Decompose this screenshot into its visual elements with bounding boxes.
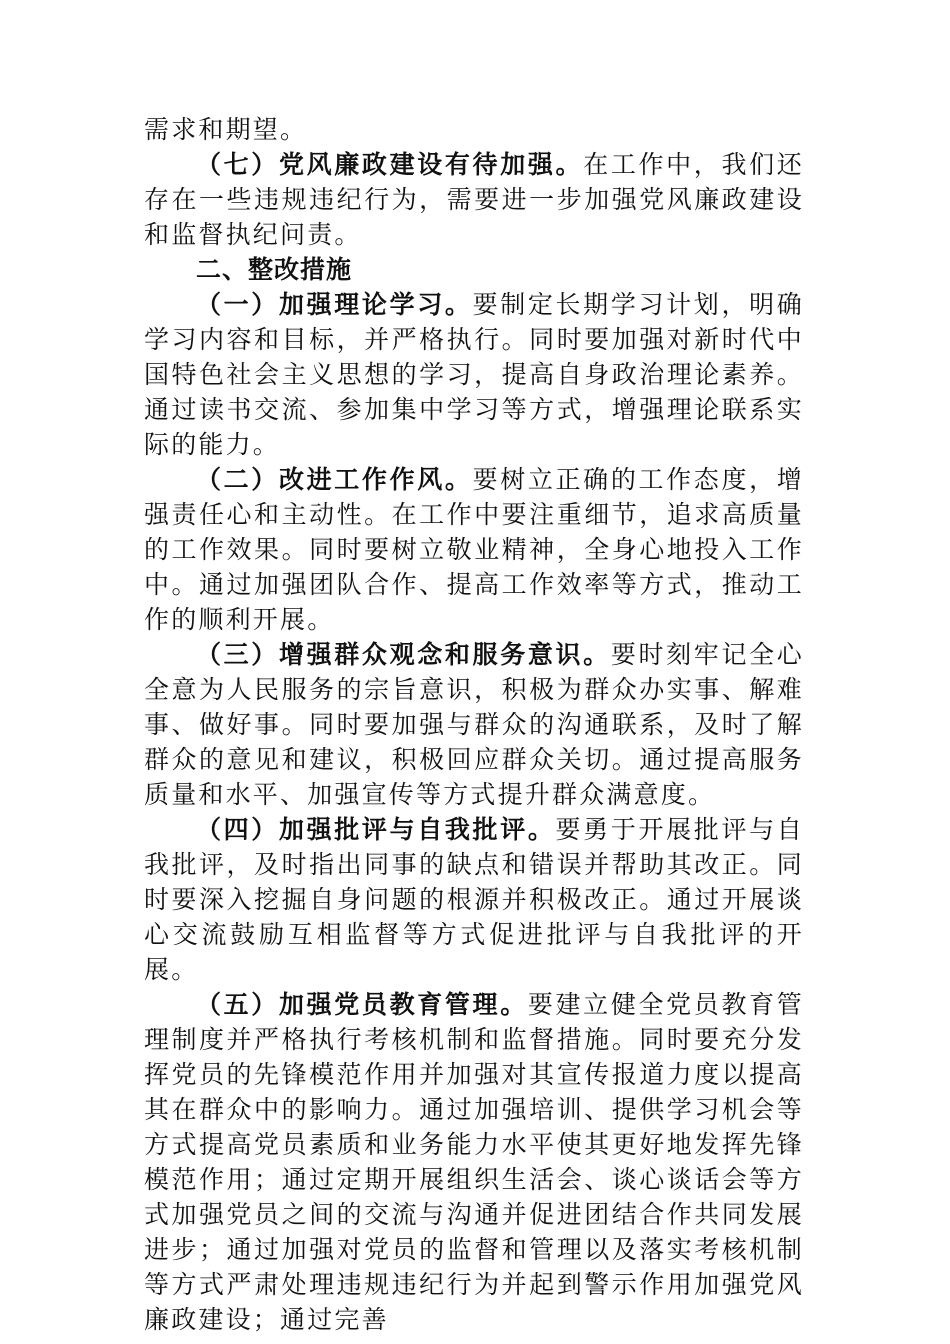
paragraph-body: 需求和期望。 [144,115,308,144]
paragraph-lead: （二）改进工作作风。 [196,465,473,494]
document-page [144,112,804,1337]
paragraph-item-7 [144,147,804,252]
paragraph-lead: （一）加强理论学习。 [196,290,473,319]
section-heading: 二、整改措施 [196,255,353,284]
paragraph-measure-1 [144,287,804,462]
paragraph-measure-4 [144,812,804,987]
paragraph-measure-2 [144,462,804,637]
paragraph-measure-5 [144,987,804,1337]
paragraph-body: 要时刻牢记全心全意为人民服务的宗旨意识，积极为群众办实事、解难事、做好事。同时要加强与群众的沟通联系，及时了解群众的意见和建议，积极回应群众关切。通过提高服务质量和水平、加强宣传等方式提升群众满意度。 [144,640,804,809]
paragraph-body: 要建立健全党员教育管理制度并严格执行考核机制和监督措施。同时要充分发挥党员的先锋模范作用并加强对其宣传报道力度以提高其在群众中的影响力。通过加强培训、提供学习机会等方式提高党员素质和业务能力水平使其更好地发挥先锋模范作用；通过定期开展组织生活会、谈心谈话会等方式加强党员之间的交流与沟通并促进团结合作共同发展进步；通过加强对党员的监督和管理以及落实考核机制等方式严肃处理违规违纪行为并起到警示作用加强党风廉政建设；通过完善 [144,990,804,1334]
paragraph-body: 在工作中，我们还存在一些违规违纪行为，需要进一步加强党风廉政建设和监督执纪问责。 [144,150,804,249]
paragraph-body: 要制定长期学习计划，明确学习内容和目标，并严格执行。同时要加强对新时代中国特色社会主义思想的学习，提高自身政治理论素养。通过读书交流、参加集中学习等方式，增强理论联系实际的能力。 [144,290,804,459]
paragraph-body: 要树立正确的工作态度，增强责任心和主动性。在工作中要注重细节，追求高质量的工作效果。同时要树立敬业精神，全身心地投入工作中。通过加强团队合作、提高工作效率等方式，推动工作的顺利开展。 [144,465,804,634]
paragraph-lead: （三）增强群众观念和服务意识。 [196,640,611,669]
paragraph-lead: （四）加强批评与自我批评。 [196,815,556,844]
paragraph-measure-3 [144,637,804,812]
paragraph-lead: （五）加强党员教育管理。 [196,990,528,1019]
paragraph-lead: （七）党风廉政建设有待加强。 [196,150,584,179]
paragraph-body: 要勇于开展批评与自我批评，及时指出同事的缺点和错误并帮助其改正。同时要深入挖掘自身问题的根源并积极改正。通过开展谈心交流鼓励互相监督等方式促进批评与自我批评的开展。 [144,815,804,984]
paragraph-continuation [144,112,804,147]
